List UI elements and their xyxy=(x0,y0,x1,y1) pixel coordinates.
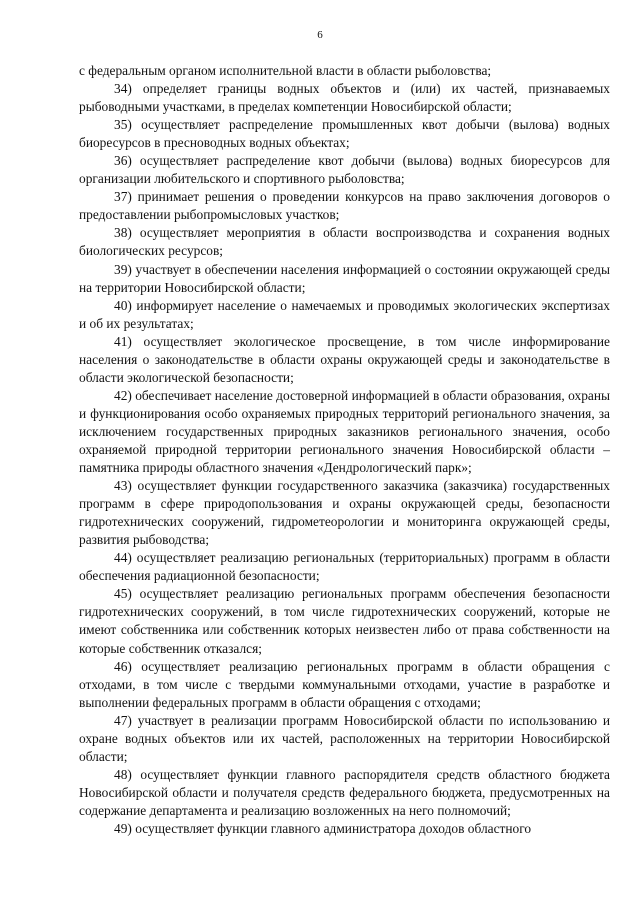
page-number: 6 xyxy=(317,29,323,41)
paragraph-item-46: 46) осуществляет реализацию региональных программ в области обращения с отходами, в том числе с твердыми коммунальными отходами, участие в разработке и выполнении федеральных программ в области обращения с отходами; xyxy=(79,658,610,710)
paragraph-item-34: 34) определяет границы водных объектов и (или) их частей, признаваемых рыбоводными участками, в пределах компетенции Новосибирской области; xyxy=(79,81,610,115)
paragraph-item-35: 35) осуществляет распределение промышленных квот добычи (вылова) водных биоресурсов в пресноводных водных объектах; xyxy=(79,117,610,151)
paragraph-item-44: 44) осуществляет реализацию региональных (территориальных) программ в области обеспечения радиационной безопасности; xyxy=(79,550,610,584)
paragraph-item-37: 37) принимает решения о проведении конкурсов на право заключения договоров о предоставлении рыбопромысловых участков; xyxy=(79,189,610,223)
paragraph-item-42: 42) обеспечивает население достоверной информацией в области образования, охраны и функционирования особо охраняемых природных территорий регионального значения, за исключением государственных природных заказников регионального значения, особо охраняемой природной территории регионального значения Новосибирской области – памятника природы областного значения «Дендрологический парк»; xyxy=(79,387,610,476)
paragraph-item-45: 45) осуществляет реализацию региональных программ обеспечения безопасности гидротехнических сооружений, в том числе гидротехнических сооружений, которые не имеют собственника или собственник которых неизвестен либо от права собственности на которые собственник отказался; xyxy=(79,586,610,656)
paragraph-item-38: 38) осуществляет мероприятия в области воспроизводства и сохранения водных биологических ресурсов; xyxy=(79,225,610,259)
paragraph-item-49: 49) осуществляет функции главного администратора доходов областного xyxy=(114,820,532,836)
paragraph-item-40: 40) информирует население о намечаемых и проводимых экологических экспертизах и об их результатах; xyxy=(79,297,610,331)
paragraph-item-41: 41) осуществляет экологическое просвещение, в том числе информирование населения о законодательстве в области охраны окружающей среды и законодательстве в области экологической безопасности; xyxy=(79,333,610,385)
paragraph-item-48: 48) осуществляет функции главного распорядителя средств областного бюджета Новосибирской области и получателя средств федерального бюджета, предусмотренных на содержание департамента и реализацию возложенных на него полномочий; xyxy=(79,766,610,818)
paragraph-continuation: с федеральным органом исполнительной власти в области рыболовства; xyxy=(79,63,492,78)
paragraph-item-47: 47) участвует в реализации программ Новосибирской области по использованию и охране водных объектов или их частей, расположенных на территории Новосибирской области; xyxy=(79,712,610,764)
paragraph-item-36: 36) осуществляет распределение квот добычи (вылова) водных биоресурсов для организации любительского и спортивного рыболовства; xyxy=(79,153,610,187)
document-body xyxy=(79,62,610,838)
paragraph-item-43: 43) осуществляет функции государственного заказчика (заказчика) государственных программ в сфере природопользования и охраны окружающей среды, безопасности гидротехнических сооружений, гидрометеорологии и мониторинга окружающей среды, развития рыбоводства; xyxy=(79,478,610,548)
paragraph-item-39: 39) участвует в обеспечении населения информацией о состоянии окружающей среды на территории Новосибирской области; xyxy=(79,261,610,295)
